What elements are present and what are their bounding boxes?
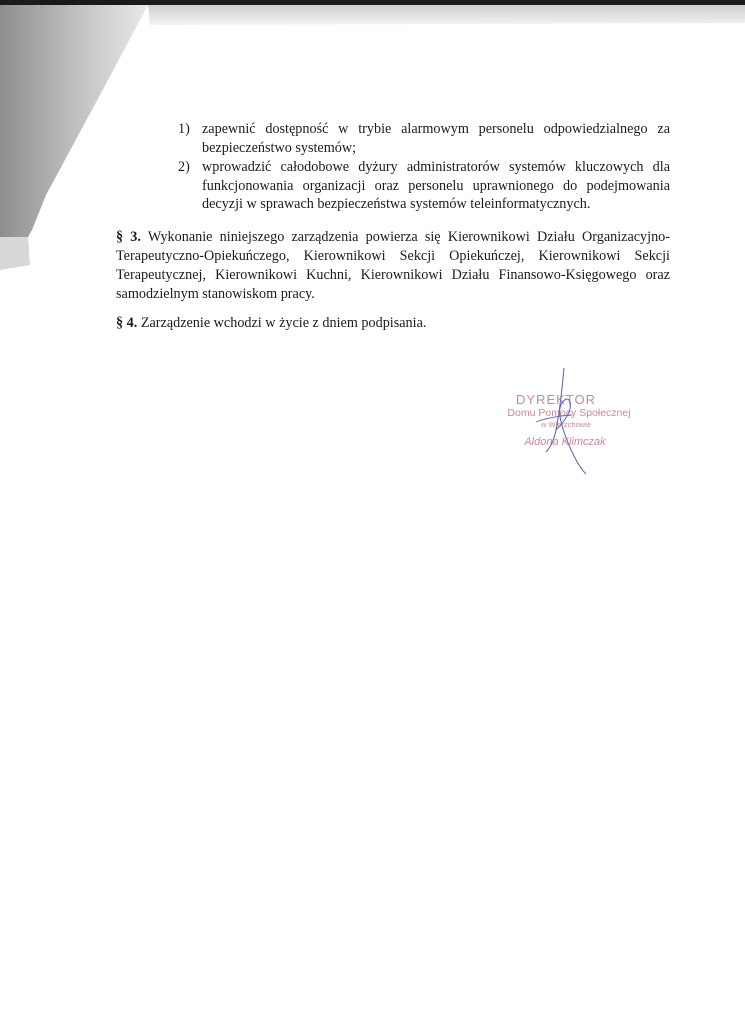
stamp-place: w Wierzchowie xyxy=(540,420,591,429)
list-item-text: zapewnić dostępność w trybie alarmowym personelu odpowiedzialnego za bezpieczeństwo systemów; xyxy=(202,121,670,156)
handwritten-signature xyxy=(476,360,656,480)
section-3-text: Wykonanie niniejszego zarządzenia powierza się Kierownikowi Działu Organizacyjno-Terapeutyczno-Opiekuńczego, Kierownikowi Sekcji Opiekuńczej, Kierownikowi Sekcji Terapeutycznej, Kierownikowi Kuchni, Kierownikowi Działu Finansowo-Księgowego oraz samodzielnym stanowiskom pracy. xyxy=(116,229,670,302)
section-4-paragraph xyxy=(116,314,670,333)
list-item-number: 2) xyxy=(178,159,190,175)
list-item-number: 1) xyxy=(178,121,190,137)
section-3-label: § 3. xyxy=(116,229,141,245)
section-4-text: Zarządzenie wchodzi w życie z dniem podpisania. xyxy=(140,315,427,331)
list-item xyxy=(178,120,670,157)
stamp-name: Aldona Klimczak xyxy=(524,436,606,448)
stamp-organization: Domu Pomocy Społecznej xyxy=(507,407,631,419)
list-item xyxy=(178,158,670,214)
scan-top-edge xyxy=(0,0,745,5)
stamp-title: DYREKTOR xyxy=(516,392,596,407)
numbered-list xyxy=(178,120,670,215)
list-item-text: wprowadzić całodobowe dyżury administratorów systemów kluczowych dla funkcjonowania organizacji oraz personelu uprawnionego do podejmowania decyzji w sprawach bezpieczeństwa systemów teleinformatycznych. xyxy=(202,159,670,212)
section-4-label: § 4. xyxy=(116,315,138,331)
section-3-paragraph xyxy=(116,228,670,304)
